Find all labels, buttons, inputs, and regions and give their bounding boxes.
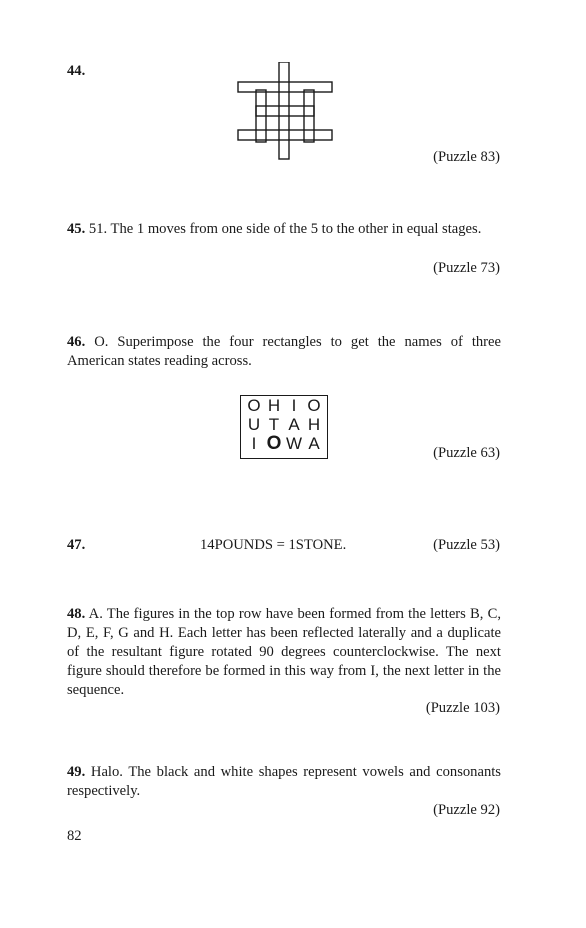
item-45-number: 45. <box>67 221 86 237</box>
grid-cell: I <box>251 434 257 453</box>
item-48-ref: (Puzzle 103) <box>425 700 500 716</box>
grid-cell: A <box>308 434 320 453</box>
item-46-ref: (Puzzle 63) <box>433 445 500 461</box>
grid-row-iowa <box>241 434 327 453</box>
states-letter-grid <box>240 395 328 459</box>
item-48-number: 48. <box>67 606 86 622</box>
item-48-text: A. The figures in the top row have been formed from the letters B, C, D, E, F, G and H. Each letter has been reflected laterally and a duplicate of the resultant figure rotated 90 degrees counterclockwise. The next figure should therefore be formed in this way from I, the next letter in the sequence. <box>67 606 501 698</box>
grid-cell: A <box>288 415 300 434</box>
page-number: 82 <box>67 828 82 844</box>
item-47-text: 14POUNDS = 1STONE. <box>200 537 347 553</box>
item-44-number: 44. <box>67 63 86 79</box>
lattice-bar-top <box>238 82 332 92</box>
grid-cell: O <box>247 396 261 415</box>
grid-row-ohio <box>241 396 327 415</box>
item-49-text: Halo. The black and white shapes represent vowels and consonants respectively. <box>67 764 501 799</box>
lattice-bar-bottom <box>238 130 332 140</box>
grid-cell: O <box>307 396 321 415</box>
item-45 <box>67 220 501 239</box>
item-49 <box>67 763 501 801</box>
item-47-ref: (Puzzle 53) <box>433 537 500 553</box>
lattice-bar-middle <box>256 106 314 116</box>
item-49-ref: (Puzzle 92) <box>433 802 500 818</box>
grid-cell: W <box>285 434 303 453</box>
grid-cell-answer: O <box>266 433 282 454</box>
item-45-text: 51. The 1 moves from one side of the 5 to the other in equal stages. <box>88 221 482 237</box>
item-46 <box>67 333 501 371</box>
grid-cell: U <box>247 415 261 434</box>
item-46-text: O. Superimpose the four rectangles to get the names of three American states reading across. <box>67 334 501 369</box>
item-45-ref: (Puzzle 73) <box>433 260 500 276</box>
lattice-figure <box>232 62 338 162</box>
grid-cell: T <box>268 415 280 434</box>
grid-row-utah <box>241 415 327 434</box>
grid-cell: H <box>307 415 321 434</box>
item-48 <box>67 605 501 700</box>
item-47-number: 47. <box>67 537 86 553</box>
item-49-number: 49. <box>67 764 86 780</box>
lattice-bar-center-vertical <box>279 62 289 159</box>
item-44-ref: (Puzzle 83) <box>433 149 500 165</box>
grid-cell: I <box>291 396 297 415</box>
grid-cell: H <box>267 396 281 415</box>
item-46-number: 46. <box>67 334 86 350</box>
